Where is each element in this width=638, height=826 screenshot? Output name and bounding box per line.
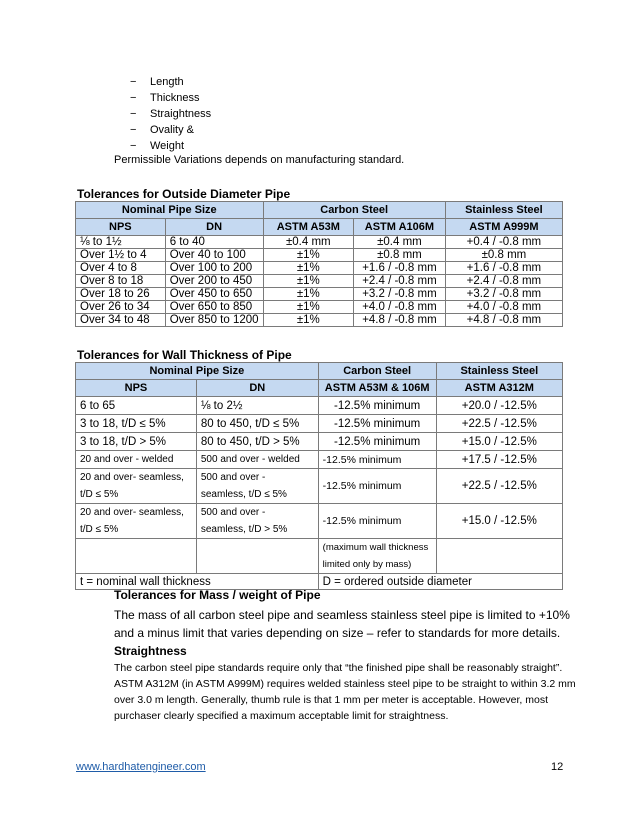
header-astm-a53m: ASTM A53M bbox=[263, 219, 353, 236]
cell-nps: Over 8 to 18 bbox=[76, 275, 166, 288]
cell-a106m: ±0.4 mm bbox=[354, 236, 446, 249]
bullet-marker: − bbox=[130, 108, 137, 120]
cell-line: t/D ≤ 5% bbox=[80, 489, 119, 500]
cell-line: 20 and over- seamless, bbox=[80, 472, 184, 483]
cell-a999m: +4.0 / -0.8 mm bbox=[445, 301, 562, 314]
cell-nps bbox=[76, 469, 197, 504]
mass-section bbox=[114, 588, 584, 724]
cell-dn: Over 100 to 200 bbox=[165, 262, 263, 275]
cell-line: 20 and over- seamless, bbox=[80, 507, 184, 518]
cell-a53m: ±1% bbox=[263, 275, 353, 288]
table-subheader-row bbox=[76, 380, 563, 397]
cell-a106m: ±0.8 mm bbox=[354, 249, 446, 262]
cell-a53m: ±1% bbox=[263, 262, 353, 275]
cell-a106m: +2.4 / -0.8 mm bbox=[354, 275, 446, 288]
list-item bbox=[130, 122, 211, 138]
cell-empty bbox=[196, 539, 318, 574]
list-item bbox=[130, 138, 211, 154]
cell-a53m: ±1% bbox=[263, 249, 353, 262]
cell-mass-note bbox=[318, 539, 436, 574]
cell-dn: Over 650 to 850 bbox=[165, 301, 263, 314]
od-tolerance-table bbox=[75, 201, 563, 327]
header-astm-a106m: ASTM A106M bbox=[354, 219, 446, 236]
mass-text: The mass of all carbon steel pipe and seamless stainless steel pipe is limited to +10% and a minus limit that varies depending on size – refer to standards for more details. bbox=[114, 608, 570, 640]
header-stainless-steel: Stainless Steel bbox=[436, 363, 562, 380]
footer-t-definition: t = nominal wall thickness bbox=[76, 574, 319, 590]
header-nominal-pipe-size: Nominal Pipe Size bbox=[76, 363, 319, 380]
cell-line: 500 and over - bbox=[200, 472, 266, 483]
wall-table-title: Tolerances for Wall Thickness of Pipe bbox=[77, 348, 292, 362]
table-header-row bbox=[76, 363, 563, 380]
variation-note: Permissible Variations depends on manufacturing standard. bbox=[114, 154, 405, 166]
straightness-text-2: ASTM A312M (in ASTM A999M) requires welded stainless steel pipe to be straight to within 3.2 mm over 3.0 m length. Generally, thumb rule is that 1 mm per meter is acceptable. However, most purchaser clearly specified a maximum acceptable limit for straightness. bbox=[114, 678, 576, 722]
cell-dn: Over 850 to 1200 bbox=[165, 314, 263, 327]
table-row bbox=[76, 415, 563, 433]
cell-nps: 3 to 18, t/D > 5% bbox=[76, 433, 197, 451]
cell-line: (maximum wall thickness bbox=[322, 542, 429, 553]
cell-nps bbox=[76, 504, 197, 539]
cell-a53m: ±1% bbox=[263, 288, 353, 301]
cell-dn: 6 to 40 bbox=[165, 236, 263, 249]
cell-carbon: -12.5% minimum bbox=[318, 433, 436, 451]
header-stainless-steel: Stainless Steel bbox=[445, 202, 562, 219]
cell-nps: 6 to 65 bbox=[76, 397, 197, 415]
cell-a106m: +1.6 / -0.8 mm bbox=[354, 262, 446, 275]
footer-d-definition: D = ordered outside diameter bbox=[318, 574, 562, 590]
table-row bbox=[76, 314, 563, 327]
cell-dn: 80 to 450, t/D ≤ 5% bbox=[196, 415, 318, 433]
table-row bbox=[76, 451, 563, 469]
cell-a53m: ±0.4 mm bbox=[263, 236, 353, 249]
cell-dn: 500 and over - welded bbox=[196, 451, 318, 469]
cell-nps: ⅛ to 1½ bbox=[76, 236, 166, 249]
od-table-title: Tolerances for Outside Diameter Pipe bbox=[77, 187, 291, 201]
cell-a53m: ±1% bbox=[263, 301, 353, 314]
cell-a53m: ±1% bbox=[263, 314, 353, 327]
cell-nps: Over 18 to 26 bbox=[76, 288, 166, 301]
cell-carbon: -12.5% minimum bbox=[318, 451, 436, 469]
table-header-row bbox=[76, 202, 563, 219]
table-row bbox=[76, 397, 563, 415]
cell-a106m: +3.2 / -0.8 mm bbox=[354, 288, 446, 301]
cell-dn bbox=[196, 504, 318, 539]
header-dn: DN bbox=[165, 219, 263, 236]
list-item bbox=[130, 90, 211, 106]
cell-line: seamless, t/D > 5% bbox=[200, 524, 288, 535]
cell-nps: 20 and over - welded bbox=[76, 451, 197, 469]
bullet-marker: − bbox=[130, 76, 137, 88]
cell-nps: Over 34 to 48 bbox=[76, 314, 166, 327]
header-astm-a999m: ASTM A999M bbox=[445, 219, 562, 236]
header-astm-a53m-106m: ASTM A53M & 106M bbox=[318, 380, 436, 397]
cell-a999m: ±0.8 mm bbox=[445, 249, 562, 262]
cell-carbon: -12.5% minimum bbox=[318, 415, 436, 433]
cell-a106m: +4.8 / -0.8 mm bbox=[354, 314, 446, 327]
cell-a999m: +4.8 / -0.8 mm bbox=[445, 314, 562, 327]
list-item bbox=[130, 106, 211, 122]
header-nps: NPS bbox=[76, 219, 166, 236]
cell-line: t/D ≤ 5% bbox=[80, 524, 119, 535]
list-item-text: Length bbox=[150, 76, 184, 88]
table-row bbox=[76, 504, 563, 539]
list-item-text: Thickness bbox=[150, 92, 200, 104]
cell-stainless: +15.0 / -12.5% bbox=[436, 504, 562, 539]
table-row bbox=[76, 539, 563, 574]
page-number: 12 bbox=[551, 761, 564, 773]
header-astm-a312m: ASTM A312M bbox=[436, 380, 562, 397]
bullet-marker: − bbox=[130, 92, 137, 104]
cell-nps: Over 26 to 34 bbox=[76, 301, 166, 314]
table-row bbox=[76, 433, 563, 451]
bullet-marker: − bbox=[130, 140, 137, 152]
bullet-marker: − bbox=[130, 124, 137, 136]
cell-line: 500 and over - bbox=[200, 507, 266, 518]
cell-nps: Over 4 to 8 bbox=[76, 262, 166, 275]
cell-line: limited only by mass) bbox=[322, 559, 412, 570]
list-item-text: Weight bbox=[150, 140, 185, 152]
cell-dn: Over 200 to 450 bbox=[165, 275, 263, 288]
straightness-title: Straightness bbox=[114, 644, 187, 658]
cell-dn bbox=[196, 469, 318, 504]
cell-stainless: +20.0 / -12.5% bbox=[436, 397, 562, 415]
table-row bbox=[76, 249, 563, 262]
header-dn: DN bbox=[196, 380, 318, 397]
table-row bbox=[76, 236, 563, 249]
header-nps: NPS bbox=[76, 380, 197, 397]
straightness-text-1: The carbon steel pipe standards require only that “the finished pipe shall be reasonably straight”. bbox=[114, 662, 563, 674]
cell-a106m: +4.0 / -0.8 mm bbox=[354, 301, 446, 314]
cell-dn: ⅛ to 2½ bbox=[196, 397, 318, 415]
table-row bbox=[76, 262, 563, 275]
table-row bbox=[76, 275, 563, 288]
table-row bbox=[76, 469, 563, 504]
header-carbon-steel: Carbon Steel bbox=[263, 202, 445, 219]
list-item-text: Ovality & bbox=[150, 124, 195, 136]
cell-empty bbox=[436, 539, 562, 574]
table-row bbox=[76, 301, 563, 314]
list-item-text: Straightness bbox=[150, 108, 212, 120]
list-item bbox=[130, 74, 211, 90]
cell-dn: Over 40 to 100 bbox=[165, 249, 263, 262]
cell-stainless: +15.0 / -12.5% bbox=[436, 433, 562, 451]
cell-a999m: +0.4 / -0.8 mm bbox=[445, 236, 562, 249]
cell-stainless: +22.5 / -12.5% bbox=[436, 415, 562, 433]
table-subheader-row bbox=[76, 219, 563, 236]
cell-stainless: +22.5 / -12.5% bbox=[436, 469, 562, 504]
header-carbon-steel: Carbon Steel bbox=[318, 363, 436, 380]
cell-nps: 3 to 18, t/D ≤ 5% bbox=[76, 415, 197, 433]
header-nominal-pipe-size: Nominal Pipe Size bbox=[76, 202, 264, 219]
cell-dn: 80 to 450, t/D > 5% bbox=[196, 433, 318, 451]
cell-a999m: +1.6 / -0.8 mm bbox=[445, 262, 562, 275]
cell-nps: Over 1½ to 4 bbox=[76, 249, 166, 262]
cell-a999m: +3.2 / -0.8 mm bbox=[445, 288, 562, 301]
cell-empty bbox=[76, 539, 197, 574]
cell-a999m: +2.4 / -0.8 mm bbox=[445, 275, 562, 288]
cell-carbon: -12.5% minimum bbox=[318, 397, 436, 415]
wall-tolerance-table bbox=[75, 362, 563, 590]
property-list bbox=[130, 74, 211, 154]
cell-line: seamless, t/D ≤ 5% bbox=[200, 489, 287, 500]
cell-carbon: -12.5% minimum bbox=[318, 504, 436, 539]
table-row bbox=[76, 288, 563, 301]
cell-stainless: +17.5 / -12.5% bbox=[436, 451, 562, 469]
mass-title: Tolerances for Mass / weight of Pipe bbox=[114, 588, 321, 602]
cell-carbon: -12.5% minimum bbox=[318, 469, 436, 504]
cell-dn: Over 450 to 650 bbox=[165, 288, 263, 301]
website-link[interactable]: www.hardhatengineer.com bbox=[76, 761, 206, 773]
